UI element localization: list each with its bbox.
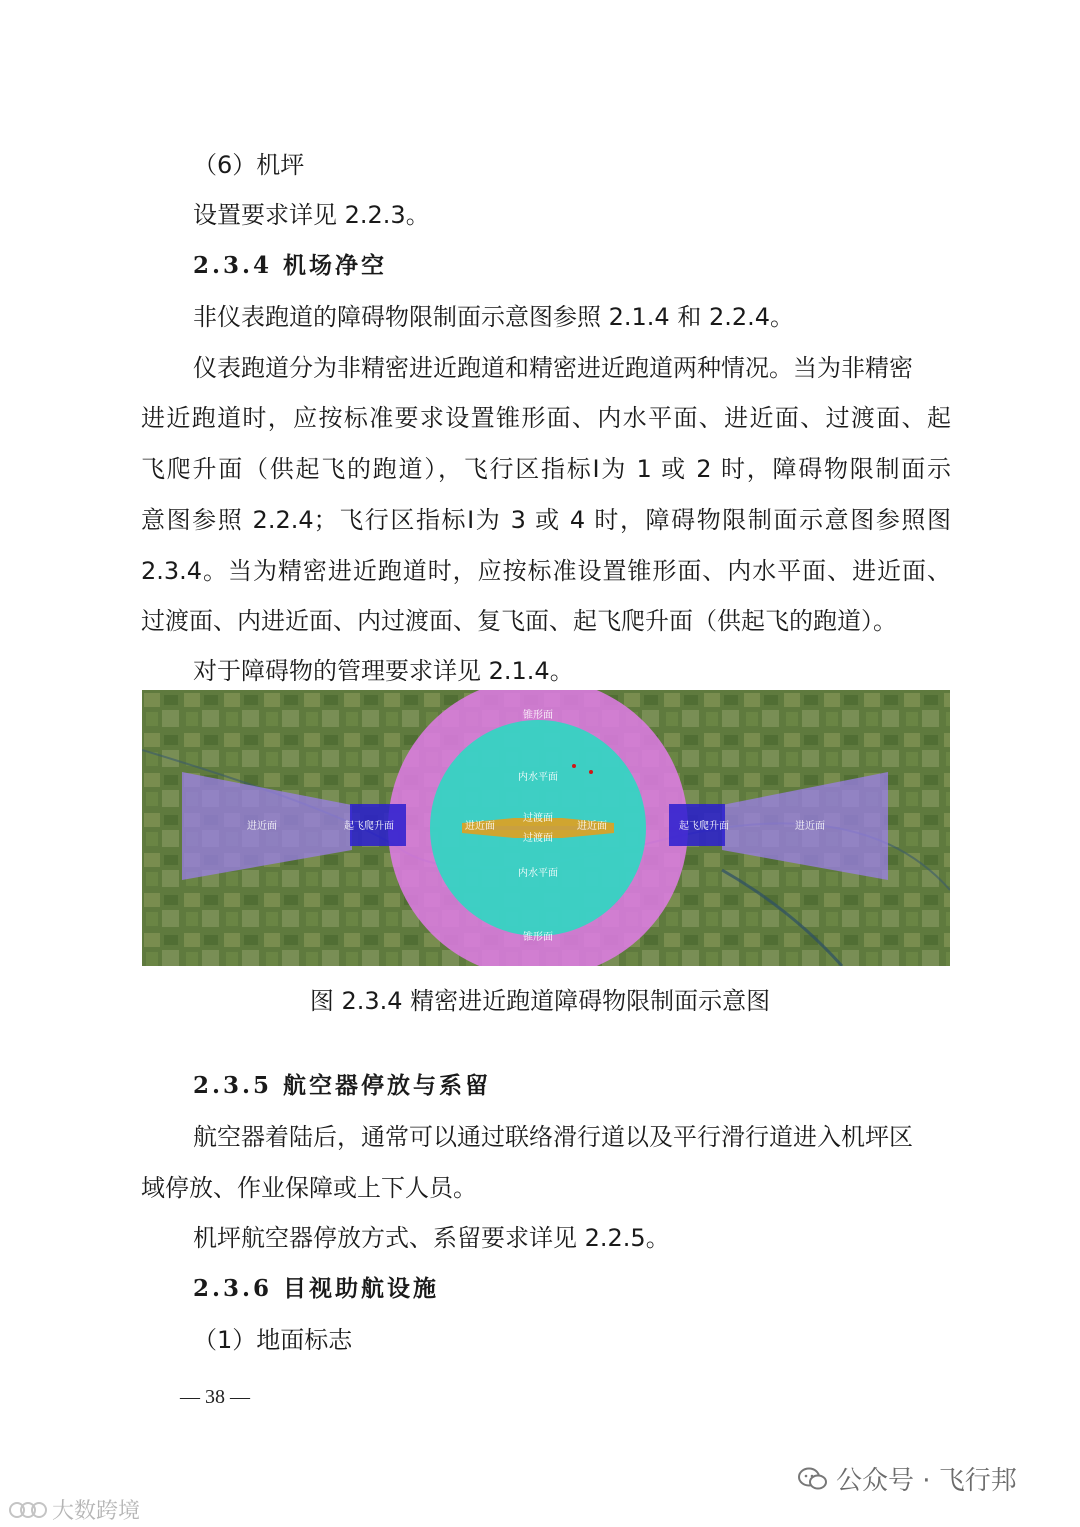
para-mooring-ref: 机坪航空器停放方式、系留要求详见 2.2.5。 (193, 1224, 670, 1252)
para-apron-heading: （6）机坪 (193, 151, 305, 179)
watermark-wechat-text: 公众号 · 飞行邦 (836, 1466, 1017, 1496)
watermark-corner (8, 1494, 140, 1525)
obstacle-marker-2 (589, 770, 593, 774)
watermark-logo-icon (8, 1499, 48, 1521)
obstacle-surface-figure (142, 690, 950, 966)
label-conical-bottom: 锥形面 (523, 932, 553, 943)
label-transition-bottom: 过渡面 (523, 833, 553, 844)
para-aircraft-parking-line1: 航空器着陆后，通常可以通过联络滑行道以及平行滑行道进入机坪区 (193, 1123, 913, 1151)
page-number: — 38 — (180, 1386, 250, 1408)
label-inner-horizontal-top: 内水平面 (518, 772, 558, 783)
para-instrument-line2: 进近跑道时，应按标准要求设置锥形面、内水平面、进近面、过渡面、起 (141, 404, 951, 432)
section-2-3-6-heading: 2.3.6 目视助航设施 (193, 1275, 440, 1302)
para-aircraft-parking-line2: 域停放、作业保障或上下人员。 (141, 1174, 477, 1202)
label-transition-top: 过渡面 (523, 813, 553, 824)
label-approach-left-inner: 进近面 (465, 821, 495, 832)
satellite-map (142, 690, 950, 966)
para-non-instrument: 非仪表跑道的障碍物限制面示意图参照 2.1.4 和 2.2.4。 (193, 303, 795, 331)
para-obstacle-ref: 对于障碍物的管理要求详见 2.1.4。 (193, 657, 574, 685)
para-instrument-line3: 飞爬升面（供起飞的跑道），飞行区指标Ⅰ为 1 或 2 时，障碍物限制面示 (141, 455, 951, 483)
label-approach-right-outer: 进近面 (795, 821, 825, 832)
section-2-3-5-heading: 2.3.5 航空器停放与系留 (193, 1072, 492, 1099)
label-takeoff-right: 起飞爬升面 (679, 821, 729, 832)
para-instrument-line4: 意图参照 2.2.4；飞行区指标Ⅰ为 3 或 4 时，障碍物限制面示意图参照图 (141, 506, 951, 534)
para-instrument-line6: 过渡面、内进近面、内过渡面、复飞面、起飞爬升面（供起飞的跑道）。 (141, 607, 897, 635)
para-instrument-line5: 2.3.4。当为精密进近跑道时，应按标准设置锥形面、内水平面、进近面、 (141, 557, 951, 585)
para-instrument-line1: 仪表跑道分为非精密进近跑道和精密进近跑道两种情况。当为非精密 (193, 354, 913, 382)
para-ground-markings: （1）地面标志 (193, 1326, 353, 1354)
para-apron-ref: 设置要求详见 2.2.3。 (193, 201, 430, 229)
wechat-icon (798, 1466, 828, 1492)
label-takeoff-left: 起飞爬升面 (344, 821, 394, 832)
label-conical-top: 锥形面 (523, 710, 553, 721)
watermark-wechat (798, 1460, 1017, 1497)
figure-caption: 图 2.3.4 精密进近跑道障碍物限制面示意图 (309, 987, 771, 1015)
watermark-corner-text: 大数跨境 (52, 1499, 141, 1524)
label-inner-horizontal-bottom: 内水平面 (518, 868, 558, 879)
label-approach-right-inner: 进近面 (577, 821, 607, 832)
section-2-3-4-heading: 2.3.4 机场净空 (193, 252, 388, 279)
label-approach-left-outer: 进近面 (247, 821, 277, 832)
obstacle-marker-1 (572, 764, 576, 768)
